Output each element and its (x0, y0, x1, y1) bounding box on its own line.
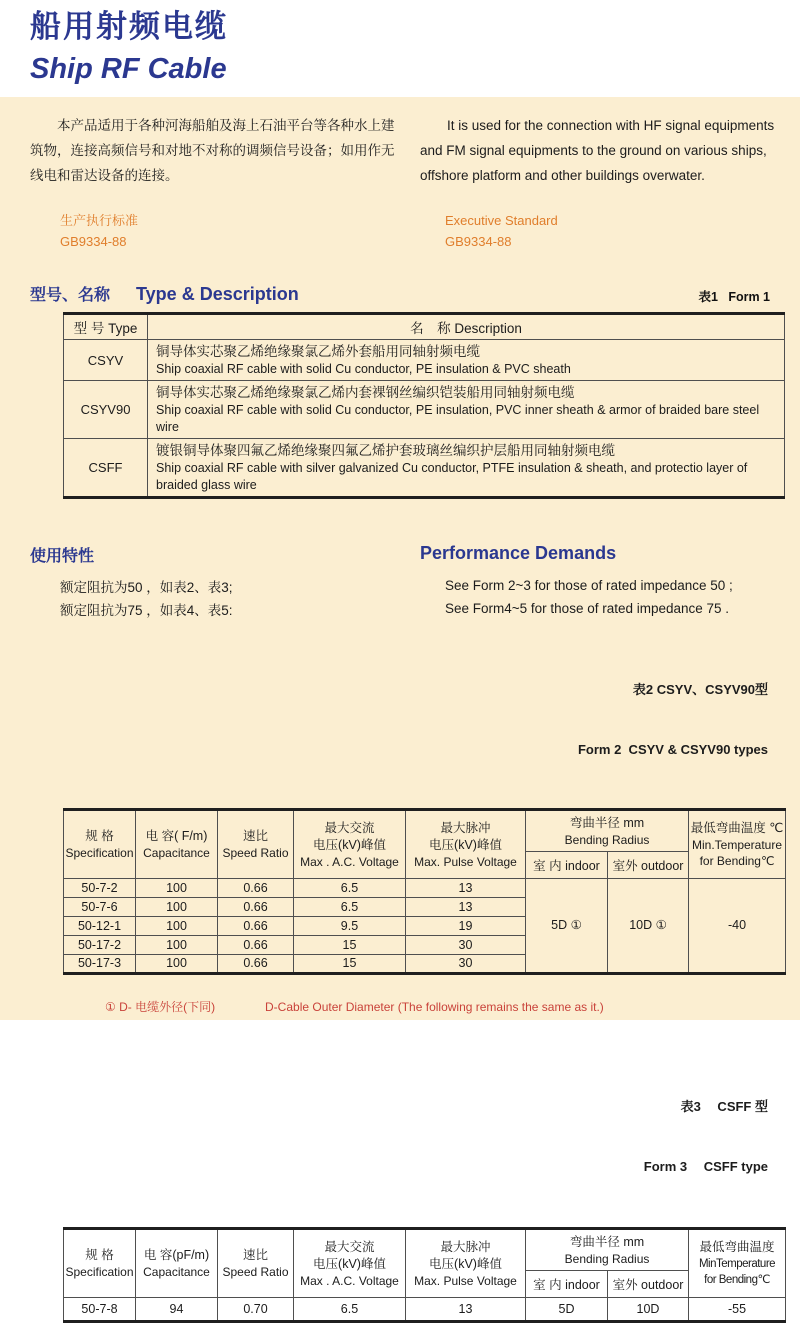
csff-spec-table (63, 1227, 786, 1323)
col-capacitance (136, 1229, 218, 1298)
col-min-temperature (689, 1229, 786, 1298)
description-en: Ship coaxial RF cable with silver galvanized Cu conductor, PTFE insulation & sheath, and protectio layer of braided glass wire (156, 461, 748, 492)
header-cn: 电压(kV)峰值 (429, 837, 502, 852)
standard-value-cn: GB9334-88 (60, 234, 127, 249)
header-cn: 速比 (242, 829, 268, 843)
col-speed-ratio (218, 1229, 294, 1298)
header-en: Capacitance (143, 846, 210, 860)
page-title-en: Ship RF Cable (30, 53, 227, 85)
header-cn: 最低弯曲温度 ℃ (690, 821, 784, 835)
page-body (0, 97, 800, 1316)
col-pulse-voltage (406, 1229, 526, 1298)
performance-en-block (420, 543, 800, 622)
header-en: Speed Ratio (222, 1265, 289, 1279)
cell-capacitance: 100 (136, 879, 218, 898)
table-row (64, 439, 785, 498)
form2-caption-en: Form 2 CSYV & CSYV90 types (577, 742, 768, 757)
standard-block-cn (60, 210, 420, 252)
type-description-table (63, 312, 785, 499)
cell-capacitance: 100 (136, 936, 218, 955)
col-outdoor: 室外 outdoor (608, 1271, 689, 1298)
impedance-line-cn-50: 额定阻抗为50 ，如表2、表3; (60, 580, 233, 595)
header-en: Capacitance (143, 1265, 210, 1279)
header-cn: 最大脉冲 (440, 1239, 491, 1254)
cell-spec: 50-7-2 (64, 879, 136, 898)
header-cn: 最大交流 (324, 1239, 375, 1254)
cell-spec: 50-17-3 (64, 955, 136, 974)
col-specification (64, 1229, 136, 1298)
cell-type: CSFF (64, 439, 148, 498)
table-row (64, 340, 785, 381)
cell-pulse: 13 (406, 1298, 526, 1322)
header-cn: 规 格 (85, 1248, 114, 1262)
header-cn: 电压(kV)峰值 (313, 837, 386, 852)
cell-spec: 50-12-1 (64, 917, 136, 936)
csyv-spec-table (63, 808, 786, 975)
cell-ac: 15 (294, 936, 406, 955)
cell-temp: -55 (689, 1298, 786, 1322)
cell-type: CSYV (64, 340, 148, 381)
col-bending-radius (526, 1229, 689, 1271)
cell-indoor-merged: 5D ① (526, 879, 608, 974)
header-en: MinTemperature (698, 1258, 776, 1270)
table-row (64, 381, 785, 439)
header-en: for Bending℃ (704, 1274, 770, 1286)
cell-capacitance: 100 (136, 955, 218, 974)
col-ac-voltage (294, 1229, 406, 1298)
cell-description (148, 439, 785, 498)
intro-paragraph-en: It is used for the connection with HF signal equipments and FM signal equipments to the ground on various ships, offshore platform and other buildings overwater. (420, 118, 775, 183)
form3-caption-en: Form 3 CSFF type (643, 1159, 768, 1174)
cell-ac: 15 (294, 955, 406, 974)
form3-caption (0, 1057, 768, 1217)
header-en: Specification (65, 1265, 134, 1279)
cell-capacitance: 94 (136, 1298, 218, 1322)
footnote-en: D-Cable Outer Diameter (The following remains the same as it.) (265, 1000, 604, 1014)
header-cn: 电 容( F/m) (145, 829, 208, 843)
standard-label-cn: 生产执行标准 (60, 213, 139, 228)
form2-caption-cn: 表2 CSYV、CSYV90型 (632, 682, 768, 697)
header-en: Bending Radius (564, 832, 650, 847)
heading-en: Type & Description (136, 284, 299, 304)
col-indoor: 室 内 indoor (526, 852, 608, 879)
cell-pulse: 19 (406, 917, 526, 936)
cell-speed: 0.66 (218, 898, 294, 917)
heading-cn: 型号、名称 (30, 287, 111, 304)
table-row (64, 879, 786, 898)
cell-indoor: 5D (526, 1298, 608, 1322)
header-en: Max . A.C. Voltage (300, 854, 399, 869)
table-row (64, 1298, 786, 1322)
col-outdoor: 室外 outdoor (608, 852, 689, 879)
header-en: Bending Radius (564, 1251, 650, 1266)
performance-cn-block (0, 543, 420, 622)
cell-ac: 6.5 (294, 879, 406, 898)
cell-spec: 50-17-2 (64, 936, 136, 955)
diameter-footnote (85, 984, 800, 1029)
intro-paragraph-cn: 本产品适用于各种河海船舶及海上石油平台等各种水上建筑物，连接高频信号和对地不对称的调频信号设备；如用作无线电和雷达设备的连接。 (30, 118, 395, 183)
header-cn: 规 格 (85, 829, 114, 843)
impedance-line-cn-75: 额定阻抗为75 ，如表4、表5: (60, 603, 233, 618)
impedance-line-en-50: See Form 2~3 for those of rated impedance 50 ; (445, 578, 733, 593)
header-cn: 弯曲半径 mm (569, 1234, 645, 1249)
header-en: Min.Temperature (691, 838, 783, 852)
page-title-cn: 船用射频电缆 (30, 9, 228, 44)
col-min-temperature (689, 810, 786, 879)
performance-heading-cn: 使用特性 (30, 548, 95, 565)
cell-pulse: 13 (406, 898, 526, 917)
header-cn: 速比 (242, 1248, 268, 1262)
header-cn: 最大脉冲 (440, 820, 491, 835)
header-en: Specification (65, 846, 134, 860)
performance-section (0, 543, 800, 622)
col-capacitance (136, 810, 218, 879)
cell-speed: 0.66 (218, 936, 294, 955)
col-indoor: 室 内 indoor (526, 1271, 608, 1298)
header-en: for Bending℃ (699, 854, 775, 868)
cell-capacitance: 100 (136, 917, 218, 936)
header-cn: 电压(kV)峰值 (429, 1256, 502, 1271)
header-en: Max . A.C. Voltage (300, 1273, 399, 1288)
table1-header-row (64, 314, 785, 340)
table3-header-row1 (64, 1229, 786, 1271)
cell-ac: 6.5 (294, 1298, 406, 1322)
cell-speed: 0.66 (218, 879, 294, 898)
type-description-heading (30, 282, 770, 305)
col-header-type: 型 号 Type (64, 314, 148, 340)
cell-outdoor-merged: 10D ① (608, 879, 689, 974)
standard-label-en: Executive Standard (445, 213, 558, 228)
col-specification (64, 810, 136, 879)
header-en: Max. Pulse Voltage (414, 1273, 517, 1288)
impedance-line-en-75: See Form4~5 for those of rated impedance 75 . (445, 601, 730, 616)
form2-caption (0, 640, 768, 800)
description-cn: 镀银铜导体聚四氟乙烯绝缘聚四氟乙烯护套玻璃丝编织护层船用同轴射频电缆 (156, 443, 615, 458)
performance-lines-cn (60, 576, 420, 622)
page-header (0, 0, 800, 97)
cell-pulse: 30 (406, 955, 526, 974)
cell-description (148, 381, 785, 439)
description-cn: 铜导体实芯聚乙烯绝缘聚氯乙烯内套裸钢丝编织铠装船用同轴射频电缆 (156, 385, 575, 400)
col-bending-radius (526, 810, 689, 852)
performance-lines-en (445, 574, 800, 620)
cell-pulse: 13 (406, 879, 526, 898)
description-cn: 铜导体实芯聚乙烯绝缘聚氯乙烯外套船用同轴射频电缆 (156, 344, 480, 359)
header-en: Speed Ratio (222, 846, 289, 860)
performance-heading-en: Performance Demands (420, 543, 617, 563)
col-ac-voltage (294, 810, 406, 879)
col-header-description: 名 称 Description (148, 314, 785, 340)
cell-ac: 6.5 (294, 898, 406, 917)
header-cn: 电 容(pF/m) (143, 1248, 210, 1262)
header-cn: 弯曲半径 mm (569, 815, 645, 830)
cell-outdoor: 10D (608, 1298, 689, 1322)
intro-section (0, 113, 800, 188)
col-pulse-voltage (406, 810, 526, 879)
standard-value-en: GB9334-88 (445, 234, 512, 249)
standards-section (0, 210, 800, 252)
cell-ac: 9.5 (294, 917, 406, 936)
footnote-cn: ① D- 电缆外径(下同) (105, 1000, 216, 1014)
description-en: Ship coaxial RF cable with solid Cu conductor, PE insulation & PVC sheath (156, 362, 571, 376)
header-cn: 最低弯曲温度 (699, 1240, 775, 1254)
cell-pulse: 30 (406, 936, 526, 955)
form3-caption-cn: 表3 CSFF 型 (680, 1099, 768, 1114)
form1-caption: 表1 Form 1 (698, 290, 770, 304)
table2-header-row1 (64, 810, 786, 852)
cell-description (148, 340, 785, 381)
header-cn: 最大交流 (324, 820, 375, 835)
col-speed-ratio (218, 810, 294, 879)
cell-speed: 0.66 (218, 917, 294, 936)
header-cn: 电压(kV)峰值 (313, 1256, 386, 1271)
cell-speed: 0.66 (218, 955, 294, 974)
header-en: Max. Pulse Voltage (414, 854, 517, 869)
cell-type: CSYV90 (64, 381, 148, 439)
cell-spec: 50-7-6 (64, 898, 136, 917)
cell-temp-merged: -40 (689, 879, 786, 974)
standard-block-en (445, 210, 800, 252)
cell-speed: 0.70 (218, 1298, 294, 1322)
cell-spec: 50-7-8 (64, 1298, 136, 1322)
description-en: Ship coaxial RF cable with solid Cu conductor, PE insulation, PVC inner sheath & armor of braided bare steel wire (156, 403, 760, 434)
cell-capacitance: 100 (136, 898, 218, 917)
